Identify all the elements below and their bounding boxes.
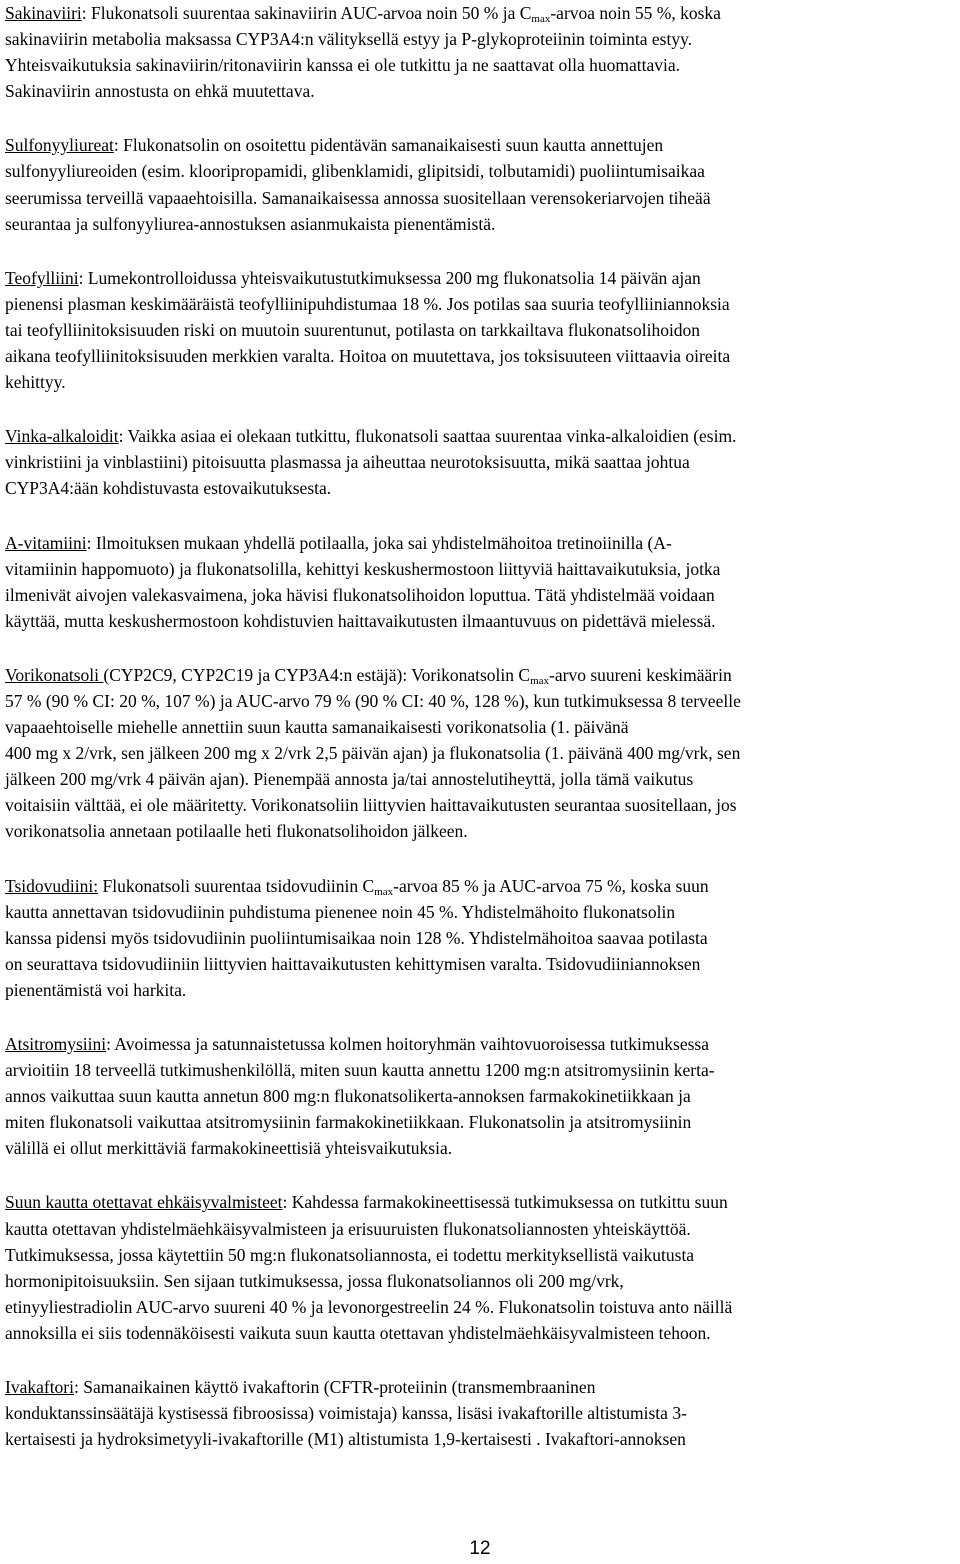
text-run: välillä ei ollut merkittäviä farmakokineettisiä yhteisvaikutuksia.	[5, 1138, 453, 1159]
text-line	[5, 1400, 955, 1426]
text-line	[5, 423, 955, 449]
text-run: annoksilla ei siis todennäköisesti vaikuta suun kautta otettavan yhdistelmäehkäisyvalmisteen tehoon.	[5, 1322, 711, 1343]
text-line	[5, 1426, 955, 1452]
text-line	[5, 1109, 955, 1135]
text-run: Sakinaviirin annostusta on ehkä muutettava.	[5, 81, 315, 102]
text-line	[5, 556, 955, 582]
text-run: : Avoimessa ja satunnaistetussa kolmen hoitoryhmän vaihtovuoroisessa tutkimuksessa	[106, 1034, 709, 1054]
text-line	[5, 873, 955, 899]
text-line	[5, 1216, 955, 1242]
text-run: (CYP2C9, CYP2C19 ja CYP3A4:n estäjä): Vorikonatsolin C	[103, 664, 531, 685]
text-line	[5, 1242, 955, 1268]
text-run: miten flukonatsoli vaikuttaa atsitromysiinin farmakokinetiikkaan. Flukonatsolin ja atsitromysiinin	[5, 1112, 692, 1133]
text-line	[5, 608, 955, 634]
paragraph-heading: Sakinaviiri	[5, 3, 82, 23]
text-line	[5, 1294, 955, 1320]
text-run: vorikonatsolia annetaan potilaalle heti flukonatsolihoidon jälkeen.	[5, 821, 468, 842]
text-run: vapaaehtoiselle miehelle annettiin suun kautta samanaikaisesti vorikonatsolia (1. päivänä	[5, 717, 629, 738]
text-line	[5, 52, 955, 78]
text-run: sulfonyyliureoiden (esim. klooripropamidi, glibenklamidi, glipitsidi, tolbutamidi) puoliintumisaikaa	[5, 161, 705, 182]
paragraph	[5, 1374, 955, 1452]
text-line	[5, 662, 955, 688]
text-run: kanssa pidensi myös tsidovudiinin puoliintumisaikaa noin 128 %. Yhdistelmähoitoa saavaa potilasta	[5, 927, 708, 948]
text-run: : Samanaikainen käyttö ivakaftorin (CFTR-proteiinin (transmembraaninen	[74, 1377, 596, 1398]
text-line	[5, 132, 955, 158]
text-run: hormonipitoisuuksiin. Sen sijaan tutkimuksessa, jossa flukonatsoliannos oli 200 mg/vrk,	[5, 1270, 624, 1291]
text-run: jälkeen 200 mg/vrk 4 päivän ajan). Pienempää annosta ja/tai annostelutiheyttä, jolla tämä vaikutus	[5, 769, 694, 790]
subscript: max	[374, 885, 394, 898]
text-line	[5, 211, 955, 237]
text-run: kertaisesti ja hydroksimetyyli-ivakaftorille (M1) altistumista 1,9-kertaisesti . Ivakaftori-annoksen	[5, 1429, 686, 1450]
text-run: pienentämistä voi harkita.	[5, 979, 187, 1000]
page-number: 12	[469, 1538, 491, 1559]
text-run: käyttää, mutta keskushermostoon kohdistuvien haittavaikutusten ilmaantuvuus on pidettävä mielessä.	[5, 610, 716, 631]
text-run: etinyyliestradiolin AUC-arvo suureni 40 % ja levonorgestreelin 24 %. Flukonatsolin toistuva anto näillä	[5, 1296, 733, 1317]
text-line	[5, 818, 955, 844]
text-run: konduktanssinsäätäjä kystisessä fibroosissa) voimistaja) kanssa, lisäsi ivakaftorille altistumista 3-	[5, 1403, 687, 1424]
paragraph	[5, 662, 955, 845]
paragraph-heading: Vinka-alkaloidit	[5, 426, 119, 447]
text-run: : Ilmoituksen mukaan yhdellä potilaalla, joka sai yhdistelmähoitoa tretinoiinilla (A-	[86, 532, 672, 553]
text-run: Tutkimuksessa, jossa käytettiin 50 mg:n flukonatsoliannosta, ei todettu merkityksellistä vaikutusta	[5, 1244, 695, 1265]
text-line	[5, 185, 955, 211]
text-run: aikana teofylliinitoksisuuden merkkien varalta. Hoitoa on muutettava, jos toksisuuteen viittaavia oireita	[5, 346, 731, 367]
text-run: arvioitiin 18 terveellä tutkimushenkilöllä, miten suun kautta annettu 1200 mg:n atsitromysiinin kerta-	[5, 1060, 715, 1081]
paragraph-heading: Ivakaftori	[5, 1377, 74, 1398]
paragraph-heading: Atsitromysiini	[5, 1034, 107, 1054]
paragraph	[5, 265, 955, 395]
paragraph-heading: Vorikonatsoli	[5, 664, 104, 685]
text-line	[5, 530, 955, 556]
paragraph	[5, 132, 955, 236]
text-run: -arvoa 85 % ja AUC-arvoa 75 %, koska suun	[393, 875, 709, 896]
text-line	[5, 475, 955, 501]
subscript: max	[530, 674, 550, 687]
text-line	[5, 158, 955, 184]
text-line	[5, 977, 955, 1003]
text-run: 400 mg x 2/vrk, sen jälkeen 200 mg x 2/vrk 2,5 päivän ajan) ja flukonatsolia (1. päivänä 400 mg/vrk, sen	[5, 743, 741, 764]
text-run: : Flukonatsolin on osoitettu pidentävän samanaikaisesti suun kautta annettujen	[113, 135, 664, 156]
text-line	[5, 317, 955, 343]
text-line	[5, 899, 955, 925]
text-line	[5, 291, 955, 317]
text-line	[5, 1374, 955, 1400]
document-body	[5, 0, 955, 1480]
text-run: seurantaa ja sulfonyyliurea-annostuksen asianmukaista pienentämistä.	[5, 213, 496, 234]
text-run: vitamiinin happomuoto) ja flukonatsolilla, kehittyi keskushermostoon liittyviä haittavaikutuksia, jotka	[5, 558, 721, 579]
text-line	[5, 582, 955, 608]
paragraph	[5, 1189, 955, 1346]
paragraph-heading: Sulfonyyliureat	[5, 135, 114, 156]
paragraph-heading: Tsidovudiini:	[5, 875, 99, 896]
paragraph	[5, 423, 955, 501]
text-line	[5, 925, 955, 951]
text-run: kautta annettavan tsidovudiinin puhdistuma pienenee noin 45 %. Yhdistelmähoito flukonatsolin	[5, 901, 676, 922]
text-line	[5, 688, 955, 714]
paragraph	[5, 530, 955, 634]
text-line	[5, 1031, 955, 1057]
text-line	[5, 714, 955, 740]
text-run: : Lumekontrolloidussa yhteisvaikutustutkimuksessa 200 mg flukonatsolia 14 päivän ajan	[78, 267, 701, 288]
text-run: pienensi plasman keskimääräistä teofylliinipuhdistumaa 18 %. Jos potilas saa suuria teofylliiniannoksia	[5, 293, 730, 314]
text-line	[5, 1268, 955, 1294]
text-run: annos vaikuttaa suun kautta annetun 800 mg:n flukonatsolikerta-annoksen farmakokinetiikkaan ja	[5, 1086, 691, 1107]
paragraph-heading: Teofylliini	[5, 267, 79, 288]
text-line	[5, 1083, 955, 1109]
paragraph	[5, 0, 955, 104]
text-line	[5, 1189, 955, 1215]
text-line	[5, 449, 955, 475]
text-run: : Kahdessa farmakokineettisessä tutkimuksessa on tutkittu suun	[282, 1192, 728, 1213]
text-line	[5, 1320, 955, 1346]
text-run: ilmenivät aivojen valekasvaimena, joka hävisi flukonatsolihoidon loputtua. Tätä yhdistelmää voidaan	[5, 584, 715, 605]
text-line	[5, 369, 955, 395]
subscript: max	[531, 13, 551, 25]
text-line	[5, 26, 955, 52]
paragraph-heading: Suun kautta otettavat ehkäisyvalmisteet	[5, 1192, 283, 1213]
text-line	[5, 0, 955, 26]
text-line	[5, 1135, 955, 1161]
text-run: seerumissa terveillä vapaaehtoisilla. Samanaikaisessa annossa suositellaan verensokeriarvojen tiheää	[5, 187, 711, 208]
text-run: voitaisiin välttää, ei ole määritetty. Vorikonatsoliin liittyvien haittavaikutusten seurantaa suositellaan, jos	[5, 795, 737, 816]
text-line	[5, 343, 955, 369]
text-run: vinkristiini ja vinblastiini) pitoisuutta plasmassa ja aiheuttaa neurotoksisuutta, mikä saattaa johtua	[5, 452, 690, 473]
text-run: -arvo suureni keskimäärin	[549, 664, 732, 685]
text-line	[5, 766, 955, 792]
text-run: 57 % (90 % CI: 20 %, 107 %) ja AUC-arvo 79 % (90 % CI: 40 %, 128 %), kun tutkimuksessa 8 terveelle	[5, 690, 741, 711]
paragraph	[5, 873, 955, 1003]
text-line	[5, 1057, 955, 1083]
text-run: kehittyy.	[5, 372, 66, 393]
text-line	[5, 951, 955, 977]
text-run: -arvoa noin 55 %, koska	[550, 3, 721, 23]
text-run: : Flukonatsoli suurentaa sakinaviirin AUC-arvoa noin 50 % ja C	[81, 3, 532, 23]
text-line	[5, 265, 955, 291]
text-line	[5, 740, 955, 766]
paragraph-heading: A-vitamiini	[5, 532, 87, 553]
paragraph	[5, 1031, 955, 1161]
text-run: Flukonatsoli suurentaa tsidovudiinin C	[98, 875, 375, 896]
text-line	[5, 78, 955, 104]
text-run: kautta otettavan yhdistelmäehkäisyvalmisteen ja erisuuruisten flukonatsoliannosten yhteiskäyttöä.	[5, 1218, 691, 1239]
text-run: CYP3A4:ään kohdistuvasta estovaikutuksesta.	[5, 478, 332, 499]
text-line	[5, 792, 955, 818]
text-run: : Vaikka asiaa ei olekaan tutkittu, flukonatsoli saattaa suurentaa vinka-alkaloidien (esim.	[118, 426, 737, 447]
text-run: on seurattava tsidovudiiniin liittyvien haittavaikutusten kehittymisen varalta. Tsidovudiiniannoksen	[5, 953, 701, 974]
text-run: Yhteisvaikutuksia sakinaviirin/ritonaviirin kanssa ei ole tutkittu ja ne saattavat olla huomattavia.	[5, 55, 681, 76]
text-run: tai teofylliinitoksisuuden riski on muutoin suurentunut, potilasta on tarkkailtava flukonatsolihoidon	[5, 319, 701, 340]
text-run: sakinaviirin metabolia maksassa CYP3A4:n välityksellä estyy ja P-glykoproteiinin toiminta estyy.	[5, 29, 693, 50]
